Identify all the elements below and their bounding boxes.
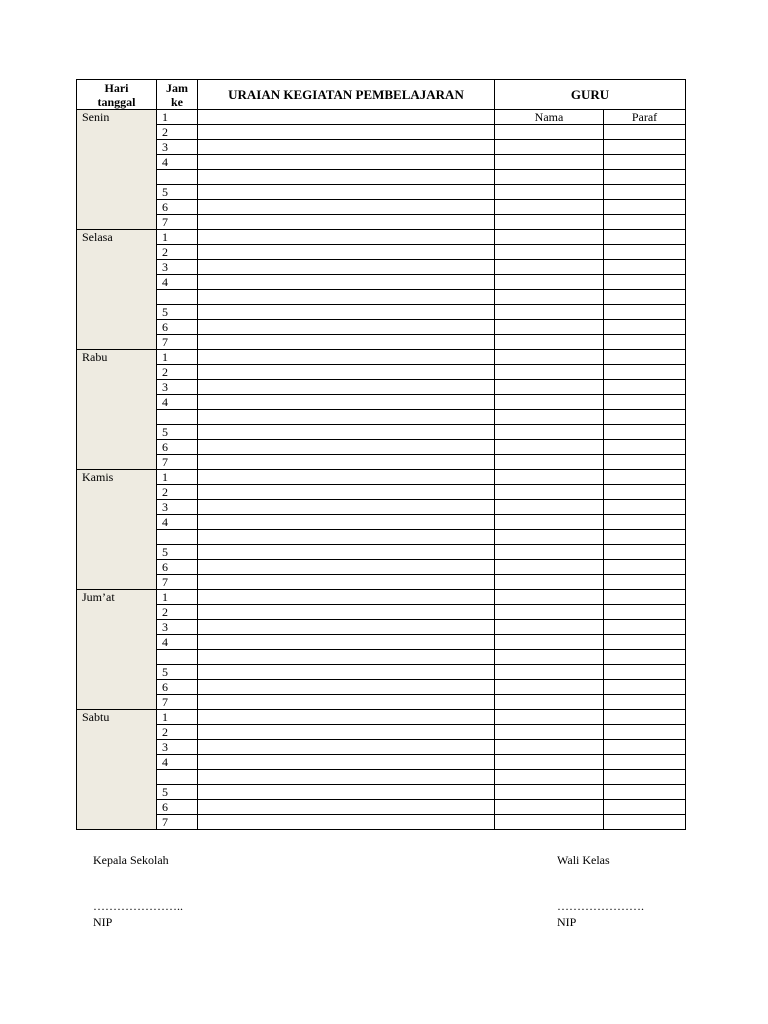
schedule-row: [77, 725, 686, 740]
guru-nama-cell[interactable]: [495, 785, 604, 800]
uraian-cell[interactable]: [198, 785, 495, 800]
uraian-cell[interactable]: [198, 275, 495, 290]
uraian-cell[interactable]: [198, 530, 495, 545]
uraian-cell[interactable]: [198, 605, 495, 620]
guru-nama-cell[interactable]: [495, 605, 604, 620]
guru-paraf-cell[interactable]: [604, 320, 686, 335]
guru-nama-cell[interactable]: [495, 740, 604, 755]
jam-ke-cell: 3: [157, 500, 198, 515]
wali-kelas-nip: NIP: [557, 915, 577, 929]
schedule-row: [77, 485, 686, 500]
header-tanggal: tanggal: [97, 94, 136, 109]
uraian-cell[interactable]: [198, 665, 495, 680]
schedule-row: [77, 320, 686, 335]
header-ke: ke: [171, 94, 183, 109]
schedule-row: [77, 245, 686, 260]
schedule-row: [77, 650, 686, 665]
guru-paraf-cell[interactable]: [604, 305, 686, 320]
schedule-row: [77, 575, 686, 590]
jam-ke-cell: 6: [157, 200, 198, 215]
jam-ke-cell: 7: [157, 695, 198, 710]
jam-ke-cell: [157, 290, 198, 305]
uraian-cell[interactable]: [198, 380, 495, 395]
jam-ke-cell: 5: [157, 185, 198, 200]
schedule-row: [77, 260, 686, 275]
guru-nama-cell[interactable]: [495, 530, 604, 545]
jam-ke-cell: [157, 410, 198, 425]
guru-paraf-cell[interactable]: [604, 260, 686, 275]
uraian-cell[interactable]: [198, 755, 495, 770]
guru-paraf-cell[interactable]: [604, 440, 686, 455]
guru-nama-cell[interactable]: [495, 695, 604, 710]
jam-ke-cell: 2: [157, 365, 198, 380]
jam-ke-cell: 2: [157, 485, 198, 500]
jam-ke-cell: 2: [157, 125, 198, 140]
jam-ke-cell: 4: [157, 635, 198, 650]
uraian-cell[interactable]: [198, 305, 495, 320]
guru-paraf-cell[interactable]: [604, 530, 686, 545]
uraian-cell[interactable]: [198, 545, 495, 560]
guru-nama-cell[interactable]: [495, 560, 604, 575]
schedule-row: [77, 605, 686, 620]
jam-ke-cell: 6: [157, 320, 198, 335]
jam-ke-cell: 1: [157, 110, 198, 125]
guru-paraf-cell[interactable]: [604, 290, 686, 305]
guru-nama-cell[interactable]: [495, 380, 604, 395]
schedule-row: [77, 515, 686, 530]
uraian-cell[interactable]: [198, 365, 495, 380]
guru-nama-cell[interactable]: [495, 185, 604, 200]
schedule-row: [77, 530, 686, 545]
schedule-row: [77, 620, 686, 635]
guru-paraf-cell[interactable]: [604, 500, 686, 515]
uraian-cell[interactable]: [198, 650, 495, 665]
guru-paraf-cell[interactable]: [604, 275, 686, 290]
guru-nama-cell[interactable]: [495, 815, 604, 830]
jam-ke-cell: 3: [157, 620, 198, 635]
guru-nama-cell[interactable]: [495, 710, 604, 725]
uraian-cell[interactable]: [198, 125, 495, 140]
guru-paraf-cell[interactable]: [604, 470, 686, 485]
kepala-sekolah-nip: NIP: [93, 915, 113, 929]
uraian-cell[interactable]: [198, 245, 495, 260]
guru-nama-cell[interactable]: [495, 230, 604, 245]
guru-paraf-cell[interactable]: [604, 425, 686, 440]
guru-paraf-cell[interactable]: [604, 650, 686, 665]
uraian-cell[interactable]: [198, 320, 495, 335]
guru-paraf-cell[interactable]: [604, 140, 686, 155]
wali-kelas-label: Wali Kelas: [557, 853, 610, 867]
guru-nama-cell[interactable]: [495, 155, 604, 170]
schedule-row: [77, 680, 686, 695]
guru-paraf-cell[interactable]: [604, 785, 686, 800]
uraian-cell[interactable]: [198, 260, 495, 275]
uraian-cell[interactable]: [198, 485, 495, 500]
schedule-table: [76, 79, 686, 830]
jam-ke-cell: 1: [157, 230, 198, 245]
guru-paraf-cell[interactable]: [604, 380, 686, 395]
guru-nama-cell[interactable]: [495, 125, 604, 140]
guru-paraf-cell[interactable]: [604, 695, 686, 710]
jam-ke-cell: 5: [157, 545, 198, 560]
uraian-cell[interactable]: [198, 155, 495, 170]
guru-paraf-cell[interactable]: [604, 350, 686, 365]
uraian-cell[interactable]: [198, 575, 495, 590]
schedule-row: [77, 440, 686, 455]
guru-paraf-cell[interactable]: [604, 665, 686, 680]
guru-paraf-cell[interactable]: [604, 335, 686, 350]
guru-nama-cell[interactable]: [495, 650, 604, 665]
jam-ke-cell: 1: [157, 590, 198, 605]
jam-ke-cell: 7: [157, 455, 198, 470]
schedule-row: [77, 350, 686, 365]
day-cell: Senin: [77, 110, 157, 230]
schedule-row: [77, 785, 686, 800]
header-hari-tanggal: [77, 80, 157, 110]
guru-nama-cell[interactable]: [495, 575, 604, 590]
schedule-row: [77, 710, 686, 725]
jam-ke-cell: 1: [157, 710, 198, 725]
guru-paraf-cell[interactable]: [604, 635, 686, 650]
guru-paraf-cell[interactable]: [604, 680, 686, 695]
guru-nama-cell[interactable]: [495, 515, 604, 530]
guru-nama-cell[interactable]: [495, 170, 604, 185]
uraian-cell[interactable]: [198, 185, 495, 200]
jam-ke-cell: 5: [157, 425, 198, 440]
jam-ke-cell: [157, 650, 198, 665]
uraian-cell[interactable]: [198, 215, 495, 230]
guru-paraf-cell[interactable]: [604, 170, 686, 185]
jam-ke-cell: 2: [157, 245, 198, 260]
jam-ke-cell: 4: [157, 515, 198, 530]
uraian-cell[interactable]: [198, 140, 495, 155]
guru-nama-cell[interactable]: [495, 365, 604, 380]
guru-nama-cell[interactable]: [495, 440, 604, 455]
schedule-row: [77, 215, 686, 230]
jam-ke-cell: 4: [157, 155, 198, 170]
guru-nama-cell[interactable]: [495, 350, 604, 365]
jam-ke-cell: 4: [157, 755, 198, 770]
schedule-row: [77, 380, 686, 395]
guru-paraf-cell[interactable]: [604, 365, 686, 380]
jam-ke-cell: 2: [157, 605, 198, 620]
schedule-row: [77, 695, 686, 710]
guru-paraf-cell[interactable]: [604, 590, 686, 605]
uraian-cell[interactable]: [198, 680, 495, 695]
guru-paraf-cell: Paraf: [604, 110, 686, 125]
jam-ke-cell: 3: [157, 260, 198, 275]
schedule-row: [77, 200, 686, 215]
guru-paraf-cell[interactable]: [604, 455, 686, 470]
day-cell: Sabtu: [77, 710, 157, 830]
day-cell: Selasa: [77, 230, 157, 350]
schedule-body: [77, 110, 686, 830]
guru-paraf-cell[interactable]: [604, 575, 686, 590]
uraian-cell[interactable]: [198, 725, 495, 740]
guru-nama-cell[interactable]: [495, 665, 604, 680]
jam-ke-cell: 6: [157, 440, 198, 455]
schedule-row: [77, 335, 686, 350]
jam-ke-cell: 1: [157, 350, 198, 365]
uraian-cell[interactable]: [198, 710, 495, 725]
schedule-row: [77, 155, 686, 170]
uraian-cell[interactable]: [198, 635, 495, 650]
guru-paraf-cell[interactable]: [604, 560, 686, 575]
schedule-row: [77, 125, 686, 140]
header-hari: Hari: [104, 80, 129, 95]
guru-nama-cell[interactable]: [495, 395, 604, 410]
uraian-cell[interactable]: [198, 800, 495, 815]
day-cell: Rabu: [77, 350, 157, 470]
uraian-cell[interactable]: [198, 425, 495, 440]
uraian-cell[interactable]: [198, 500, 495, 515]
guru-paraf-cell[interactable]: [604, 185, 686, 200]
guru-nama-cell[interactable]: [495, 290, 604, 305]
header-guru: GURU: [495, 80, 686, 110]
day-cell: Kamis: [77, 470, 157, 590]
schedule-row: [77, 395, 686, 410]
guru-nama-cell[interactable]: [495, 755, 604, 770]
jam-ke-cell: 6: [157, 680, 198, 695]
uraian-cell[interactable]: [198, 620, 495, 635]
guru-nama-cell: Nama: [495, 110, 604, 125]
jam-ke-cell: 6: [157, 560, 198, 575]
guru-nama-cell[interactable]: [495, 320, 604, 335]
schedule-row: [77, 365, 686, 380]
uraian-cell[interactable]: [198, 455, 495, 470]
jam-ke-cell: 5: [157, 785, 198, 800]
uraian-cell[interactable]: [198, 440, 495, 455]
header-jam-ke: [157, 80, 198, 110]
jam-ke-cell: 2: [157, 725, 198, 740]
jam-ke-cell: 7: [157, 335, 198, 350]
schedule-row: [77, 770, 686, 785]
schedule-row: [77, 410, 686, 425]
jam-ke-cell: 7: [157, 575, 198, 590]
schedule-row: [77, 665, 686, 680]
uraian-cell[interactable]: [198, 560, 495, 575]
guru-nama-cell[interactable]: [495, 140, 604, 155]
jam-ke-cell: 3: [157, 740, 198, 755]
uraian-cell[interactable]: [198, 110, 495, 125]
guru-paraf-cell[interactable]: [604, 770, 686, 785]
kepala-sekolah-signature-line: …………………..: [93, 899, 183, 913]
jam-ke-cell: [157, 530, 198, 545]
guru-paraf-cell[interactable]: [604, 755, 686, 770]
guru-paraf-cell[interactable]: [604, 545, 686, 560]
jam-ke-cell: 5: [157, 305, 198, 320]
schedule-row: [77, 560, 686, 575]
guru-paraf-cell[interactable]: [604, 485, 686, 500]
jam-ke-cell: 7: [157, 215, 198, 230]
schedule-row: [77, 500, 686, 515]
uraian-cell[interactable]: [198, 590, 495, 605]
guru-paraf-cell[interactable]: [604, 410, 686, 425]
guru-paraf-cell[interactable]: [604, 395, 686, 410]
guru-nama-cell[interactable]: [495, 485, 604, 500]
guru-nama-cell[interactable]: [495, 620, 604, 635]
schedule-row: [77, 185, 686, 200]
jam-ke-cell: 3: [157, 140, 198, 155]
uraian-cell[interactable]: [198, 395, 495, 410]
schedule-row: [77, 140, 686, 155]
schedule-row: [77, 590, 686, 605]
guru-nama-cell[interactable]: [495, 305, 604, 320]
schedule-row: [77, 305, 686, 320]
guru-paraf-cell[interactable]: [604, 155, 686, 170]
guru-nama-cell[interactable]: [495, 545, 604, 560]
schedule-row: [77, 470, 686, 485]
jam-ke-cell: 4: [157, 395, 198, 410]
guru-paraf-cell[interactable]: [604, 125, 686, 140]
schedule-row: [77, 740, 686, 755]
guru-nama-cell[interactable]: [495, 800, 604, 815]
guru-nama-cell[interactable]: [495, 725, 604, 740]
schedule-row: [77, 455, 686, 470]
schedule-row: [77, 755, 686, 770]
schedule-row: [77, 425, 686, 440]
guru-paraf-cell[interactable]: [604, 620, 686, 635]
uraian-cell[interactable]: [198, 740, 495, 755]
guru-nama-cell[interactable]: [495, 245, 604, 260]
guru-nama-cell[interactable]: [495, 590, 604, 605]
schedule-row: [77, 170, 686, 185]
uraian-cell[interactable]: [198, 335, 495, 350]
schedule-row: [77, 635, 686, 650]
guru-paraf-cell[interactable]: [604, 725, 686, 740]
schedule-row: [77, 815, 686, 830]
guru-paraf-cell[interactable]: [604, 710, 686, 725]
jam-ke-cell: 6: [157, 800, 198, 815]
guru-nama-cell[interactable]: [495, 215, 604, 230]
uraian-cell[interactable]: [198, 815, 495, 830]
schedule-row: [77, 230, 686, 245]
jam-ke-cell: 3: [157, 380, 198, 395]
guru-nama-cell[interactable]: [495, 635, 604, 650]
jam-ke-cell: 4: [157, 275, 198, 290]
wali-kelas-signature-line: ………………….: [557, 899, 644, 913]
uraian-cell[interactable]: [198, 230, 495, 245]
schedule-row: [77, 545, 686, 560]
guru-nama-cell[interactable]: [495, 275, 604, 290]
guru-paraf-cell[interactable]: [604, 800, 686, 815]
uraian-cell[interactable]: [198, 200, 495, 215]
guru-nama-cell[interactable]: [495, 500, 604, 515]
uraian-cell[interactable]: [198, 770, 495, 785]
guru-paraf-cell[interactable]: [604, 515, 686, 530]
guru-nama-cell[interactable]: [495, 680, 604, 695]
header-uraian: URAIAN KEGIATAN PEMBELAJARAN: [198, 80, 495, 110]
jam-ke-cell: 1: [157, 470, 198, 485]
guru-nama-cell[interactable]: [495, 335, 604, 350]
jam-ke-cell: [157, 170, 198, 185]
jam-ke-cell: 7: [157, 815, 198, 830]
uraian-cell[interactable]: [198, 515, 495, 530]
guru-paraf-cell[interactable]: [604, 740, 686, 755]
schedule-row: [77, 800, 686, 815]
guru-paraf-cell[interactable]: [604, 245, 686, 260]
uraian-cell[interactable]: [198, 695, 495, 710]
guru-nama-cell[interactable]: [495, 200, 604, 215]
guru-paraf-cell[interactable]: [604, 200, 686, 215]
schedule-row: [77, 110, 686, 125]
kepala-sekolah-label: Kepala Sekolah: [93, 853, 169, 867]
guru-paraf-cell[interactable]: [604, 215, 686, 230]
guru-nama-cell[interactable]: [495, 770, 604, 785]
guru-paraf-cell[interactable]: [604, 815, 686, 830]
uraian-cell[interactable]: [198, 410, 495, 425]
jam-ke-cell: [157, 770, 198, 785]
uraian-cell[interactable]: [198, 170, 495, 185]
guru-nama-cell[interactable]: [495, 410, 604, 425]
guru-nama-cell[interactable]: [495, 470, 604, 485]
jam-ke-cell: 5: [157, 665, 198, 680]
schedule-row: [77, 290, 686, 305]
guru-nama-cell[interactable]: [495, 260, 604, 275]
guru-nama-cell[interactable]: [495, 455, 604, 470]
uraian-cell[interactable]: [198, 290, 495, 305]
guru-paraf-cell[interactable]: [604, 605, 686, 620]
guru-nama-cell[interactable]: [495, 425, 604, 440]
uraian-cell[interactable]: [198, 470, 495, 485]
schedule-row: [77, 275, 686, 290]
uraian-cell[interactable]: [198, 350, 495, 365]
guru-paraf-cell[interactable]: [604, 230, 686, 245]
header-jam: Jam: [166, 80, 188, 95]
day-cell: Jum’at: [77, 590, 157, 710]
